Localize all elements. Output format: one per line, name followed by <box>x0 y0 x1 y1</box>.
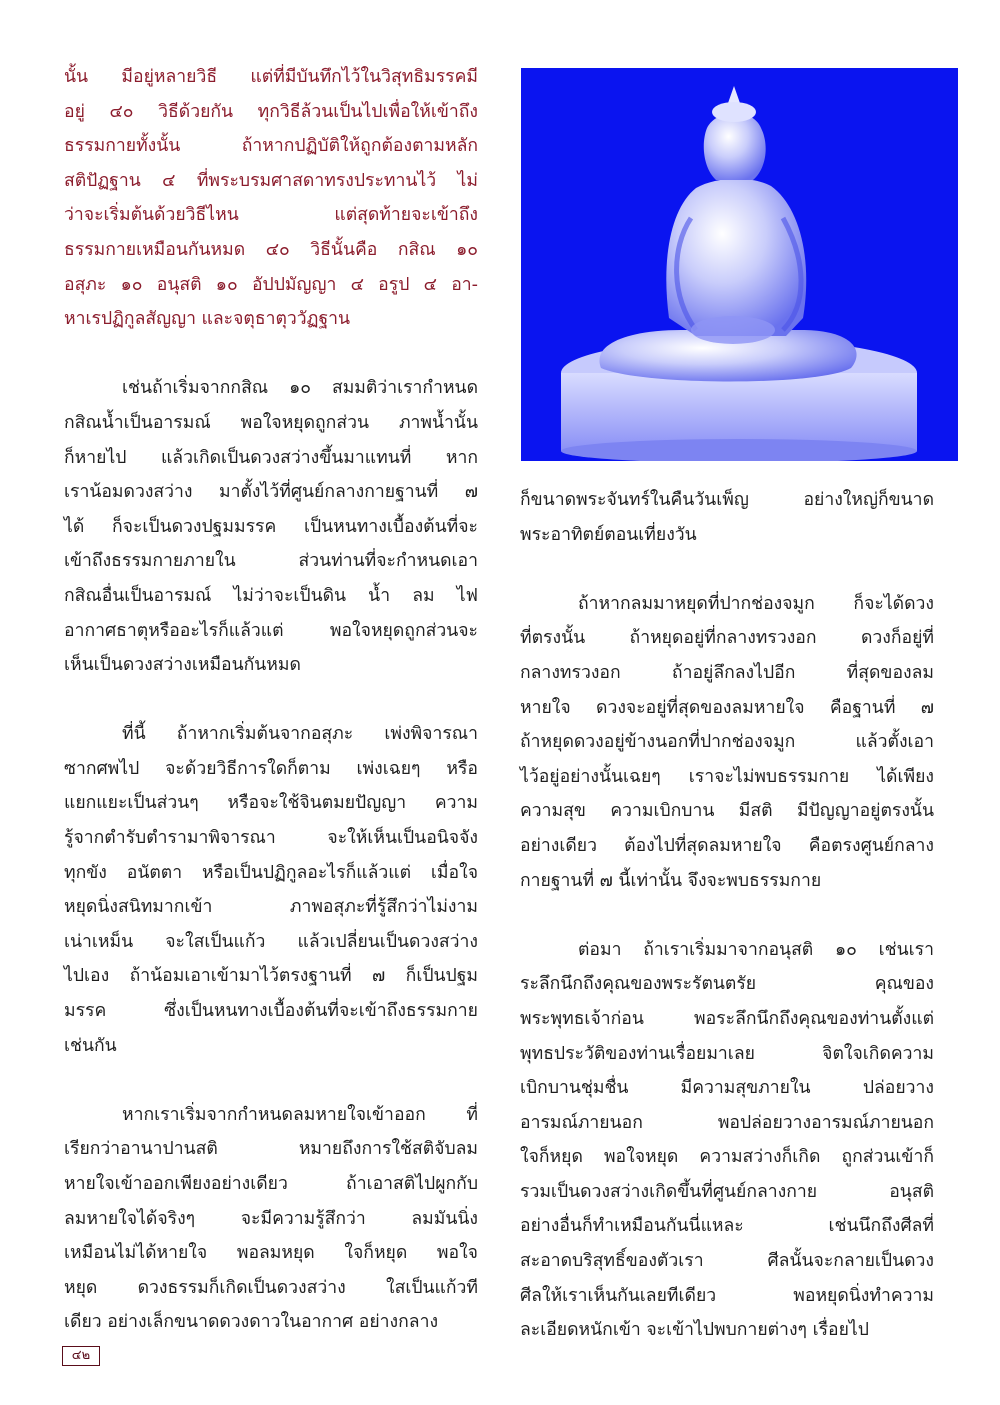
page-number: ๔๒ <box>62 1346 100 1366</box>
text-line: กสิณอื่นเป็นอารมณ์ ไม่ว่าจะเป็นดิน น้ำ ลม ไฟ <box>64 585 478 606</box>
text-line: ศีลให้เราเห็นกันเลยทีเดียว พอหยุดนิ่งทำความ <box>520 1285 934 1306</box>
text-line: อยู่ ๔๐ วิธีด้วยกัน ทุกวิธีล้วนเป็นไปเพื่อให้เข้าถึง <box>64 101 478 122</box>
text-line: เช่นกัน <box>64 1035 117 1056</box>
text-line: หายใจ ดวงจะอยู่ที่สุดของลมหายใจ คือฐานที่ ๗ <box>520 697 934 718</box>
text-line: ไว้อยู่อย่างนั้นเฉยๆ เราจะไม่พบธรรมกาย ได้เพียง <box>520 766 934 787</box>
text-line: ซากศพไป จะด้วยวิธีการใดก็ตาม เพ่งเฉยๆ หรือ <box>64 758 478 779</box>
text-line: ใจก็หยุด พอใจหยุด ความสว่างก็เกิด ถูกส่วนเข้าก็ <box>520 1147 934 1168</box>
text-line: ที่นี้ ถ้าหากเริ่มต้นจากอสุภะ เพ่งพิจารณา <box>122 724 478 745</box>
text-line: เราน้อมดวงสว่าง มาตั้งไว้ที่ศูนย์กลางกายฐานที่ ๗ <box>64 482 478 503</box>
text-line: เช่นถ้าเริ่มจากกสิณ ๑๐ สมมติว่าเรากำหนด <box>122 378 478 399</box>
text-line: อารมณ์ภายนอก พอปล่อยวางอารมณ์ภายนอก <box>520 1112 934 1133</box>
text-line: หาเรปฏิกูลสัญญา และจตุธาตุววัฏฐาน <box>64 309 351 330</box>
paragraph-asubha <box>64 717 478 1063</box>
text-line: กสิณน้ำเป็นอารมณ์ พอใจหยุดถูกส่วน ภาพน้ำนั้น <box>64 412 478 433</box>
text-line: เน่าเหม็น จะใสเป็นแก้ว แล้วเปลี่ยนเป็นดวงสว่าง <box>64 931 478 952</box>
paragraph-kasina <box>64 371 478 682</box>
text-line: แยกแยะเป็นส่วนๆ หรือจะใช้จินตมยปัญญา ความ <box>64 793 478 814</box>
text-line: ทุกขัง อนัตตา หรือเป็นปฏิกูลอะไรก็แล้วแต่ เมื่อใจ <box>64 862 478 883</box>
crystal-buddha-image <box>521 68 958 461</box>
text-line: ธรรมกายทั้งนั้น ถ้าหากปฏิบัติให้ถูกต้องตามหลัก <box>64 136 478 157</box>
paragraph-breath-position <box>520 587 934 898</box>
text-line: ก็หายไป แล้วเกิดเป็นดวงสว่างขึ้นมาแทนที่ หาก <box>64 447 478 468</box>
text-line: ถ้าหากลมมาหยุดที่ปากช่องจมูก ก็จะได้ดวง <box>578 593 934 614</box>
text-line: อย่างอื่นก็ทำเหมือนกันนี่แหละ เช่นนึกถึงศีลที่ <box>520 1216 934 1237</box>
text-line: ระลึกนึกถึงคุณของพระรัตนตรัย คุณของ <box>520 974 934 995</box>
text-line: หากเราเริ่มจากกำหนดลมหายใจเข้าออก ที่ <box>122 1104 478 1125</box>
text-line: ถ้าหยุดดวงอยู่ข้างนอกที่ปากช่องจมูก แล้วตั้งเอา <box>520 732 934 753</box>
text-line: พระพุทธเจ้าก่อน พอระลึกนึกถึงคุณของท่านตั้งแต่ <box>520 1008 934 1029</box>
text-line: มรรค ซึ่งเป็นหนทางเบื้องต้นที่จะเข้าถึงธรรมกาย <box>64 1001 478 1022</box>
text-line: ก็ขนาดพระจันทร์ในคืนวันเพ็ญ อย่างใหญ่ก็ขนาด <box>520 490 934 510</box>
text-line: หยุด ดวงธรรมก็เกิดเป็นดวงสว่าง ใสเป็นแก้วที <box>64 1277 478 1298</box>
text-line: รวมเป็นดวงสว่างเกิดขึ้นที่ศูนย์กลางกาย อนุสติ <box>520 1181 934 1202</box>
paragraph-anussati <box>520 933 934 1348</box>
text-line: ละเอียดหนักเข้า จะเข้าไปพบกายต่างๆ เรื่อยไป <box>520 1320 869 1341</box>
text-line: กายฐานที่ ๗ นี้เท่านั้น จึงจะพบธรรมกาย <box>520 870 822 891</box>
text-line: นั้น มีอยู่หลายวิธี แต่ที่มีบันทึกไว้ในวิสุทธิมรรคมี <box>64 67 478 87</box>
text-line: ว่าจะเริ่มต้นด้วยวิธีไหน แต่สุดท้ายจะเข้าถึง <box>64 205 478 226</box>
paragraph-continuation <box>520 483 934 552</box>
text-line: หายใจเข้าออกเพียงอย่างเดียว ถ้าเอาสติไปผูกกับ <box>64 1174 478 1194</box>
text-line: เห็นเป็นดวงสว่างเหมือนกันหมด <box>64 655 301 676</box>
right-column <box>520 483 934 1382</box>
intro-paragraph <box>64 60 478 337</box>
paragraph-anapanasati <box>64 1098 478 1340</box>
text-line: เรียกว่าอานาปานสติ หมายถึงการใช้สติจับลม <box>64 1139 478 1160</box>
text-line: สติปัฏฐาน ๔ ที่พระบรมศาสดาทรงประทานไว้ ไม่ <box>64 170 478 191</box>
text-line: อสุภะ ๑๐ อนุสติ ๑๐ อัปปมัญญา ๔ อรูป ๔ อา- <box>64 274 478 295</box>
text-line: รู้จากตำรับตำรามาพิจารณา จะให้เห็นเป็นอนิจจัง <box>64 828 478 849</box>
text-line: เหมือนไม่ได้หายใจ พอลมหยุด ใจก็หยุด พอใจ <box>64 1243 478 1264</box>
left-column <box>64 60 478 1375</box>
text-line: สะอาดบริสุทธิ์ของตัวเรา ศีลนั้นจะกลายเป็นดวง <box>520 1251 934 1272</box>
text-line: ธรรมกายเหมือนกันหมด ๔๐ วิธีนั้นคือ กสิณ ๑๐ <box>64 239 478 260</box>
text-line: อย่างเดียว ต้องไปที่สุดลมหายใจ คือตรงศูนย์กลาง <box>520 835 934 856</box>
text-line: เดียว อย่างเล็กขนาดดวงดาวในอากาศ อย่างกลาง <box>64 1312 439 1333</box>
text-line: หยุดนิ่งสนิทมากเข้า ภาพอสุภะที่รู้สึกว่าไม่งาม <box>64 897 478 918</box>
text-line: ที่ตรงนั้น ถ้าหยุดอยู่ที่กลางทรวงอก ดวงก็อยู่ที่ <box>520 628 934 649</box>
text-line: ไปเอง ถ้าน้อมเอาเข้ามาไว้ตรงฐานที่ ๗ ก็เป็นปฐม <box>64 966 478 987</box>
text-line: เบิกบานชุ่มชื่น มีความสุขภายใน ปล่อยวาง <box>520 1078 934 1099</box>
text-line: พุทธประวัติของท่านเรื่อยมาเลย จิตใจเกิดความ <box>520 1043 934 1064</box>
text-line: พระอาทิตย์ตอนเที่ยงวัน <box>520 524 697 545</box>
text-line: ได้ ก็จะเป็นดวงปฐมมรรค เป็นหนทางเบื้องต้นที่จะ <box>64 516 478 537</box>
text-line: อากาศธาตุหรืออะไรก็แล้วแต่ พอใจหยุดถูกส่วนจะ <box>64 620 478 641</box>
text-line: ต่อมา ถ้าเราเริ่มมาจากอนุสติ ๑๐ เช่นเรา <box>578 939 934 960</box>
text-line: เข้าถึงธรรมกายภายใน ส่วนท่านที่จะกำหนดเอา <box>64 551 478 572</box>
text-line: กลางทรวงอก ถ้าอยู่ลึกลงไปอีก ที่สุดของลม <box>520 662 934 683</box>
text-line: ความสุข ความเบิกบาน มีสติ มีปัญญาอยู่ตรงนั้น <box>520 801 934 822</box>
text-line: ลมหายใจได้จริงๆ จะมีความรู้สึกว่า ลมมันนิ่ง <box>64 1208 478 1229</box>
